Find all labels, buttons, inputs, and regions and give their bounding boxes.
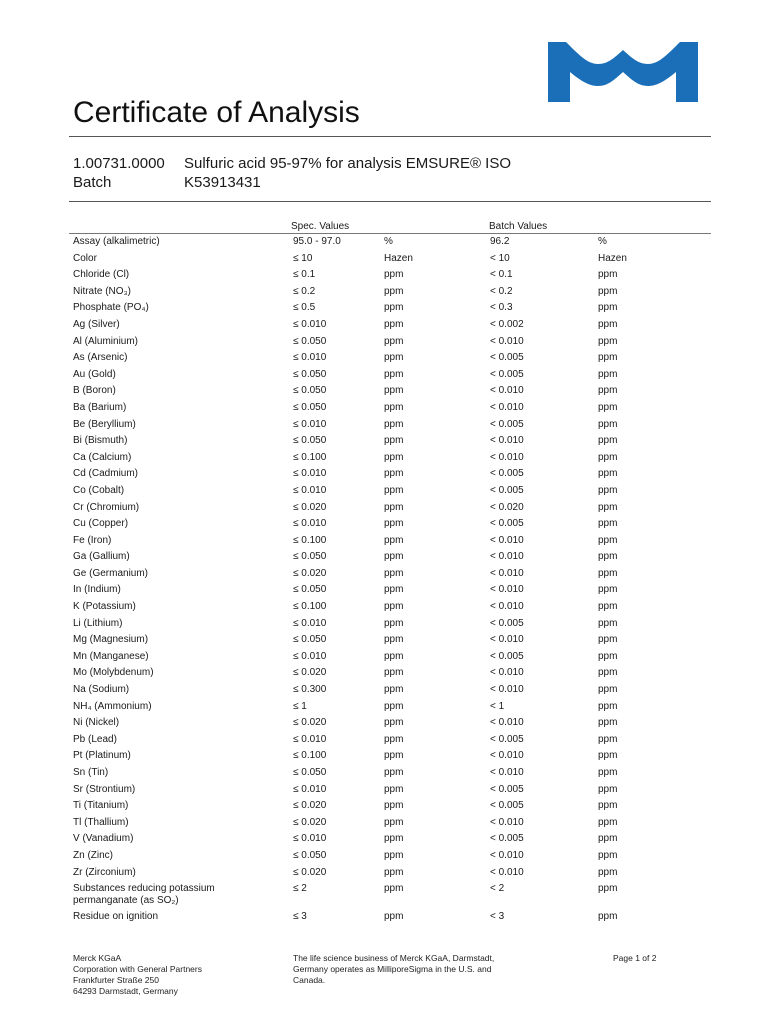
spec-unit: ppm <box>384 833 404 845</box>
spec-value: ≤ 0.010 <box>293 518 327 530</box>
spec-unit: ppm <box>384 368 404 380</box>
batch-unit: ppm <box>598 684 618 696</box>
table-row <box>73 910 713 927</box>
batch-value: < 0.020 <box>490 501 524 513</box>
batch-unit: ppm <box>598 501 618 513</box>
batch-value: < 0.010 <box>490 401 524 413</box>
parameter-name: Zn (Zinc) <box>73 849 113 861</box>
batch-value: < 0.3 <box>490 302 513 314</box>
spec-value: ≤ 10 <box>293 252 313 264</box>
parameter-name: As (Arsenic) <box>73 352 128 364</box>
parameter-name: Co (Cobalt) <box>73 484 125 496</box>
batch-value: < 0.010 <box>490 451 524 463</box>
spec-value: ≤ 0.010 <box>293 617 327 629</box>
column-header-batch: Batch Values <box>489 221 548 232</box>
parameter-name: Pb (Lead) <box>73 733 117 745</box>
spec-value: ≤ 0.010 <box>293 833 327 845</box>
spec-unit: ppm <box>384 302 404 314</box>
spec-value: ≤ 0.050 <box>293 335 327 347</box>
footer-line: 64293 Darmstadt, Germany <box>73 986 178 996</box>
spec-value: 95.0 - 97.0 <box>293 236 341 247</box>
table-row <box>73 501 713 518</box>
parameter-name: Phosphate (PO₄) <box>73 302 149 314</box>
table-row <box>73 766 713 783</box>
table-row <box>73 467 713 484</box>
parameter-name: Nitrate (NO₃) <box>73 285 131 297</box>
spec-unit: ppm <box>384 767 404 778</box>
parameter-name: Sr (Strontium) <box>73 783 136 795</box>
parameter-name: Sn (Tin) <box>73 767 109 778</box>
spec-unit: ppm <box>384 700 404 712</box>
batch-value: < 0.010 <box>490 435 524 447</box>
batch-value: < 0.005 <box>490 368 524 380</box>
parameter-name: K (Potassium) <box>73 601 136 613</box>
spec-unit: ppm <box>384 285 404 297</box>
table-row <box>73 401 713 418</box>
parameter-name: Color <box>73 252 97 264</box>
batch-value: < 0.010 <box>490 385 524 397</box>
batch-value: < 2 <box>490 883 505 895</box>
parameter-name: Substances reducing potassium permanganate (as SO₂) <box>73 883 215 907</box>
batch-value: < 0.010 <box>490 634 524 646</box>
batch-unit: ppm <box>598 750 618 762</box>
spec-unit: ppm <box>384 534 404 546</box>
batch-unit: ppm <box>598 368 618 380</box>
batch-unit: ppm <box>598 352 618 364</box>
table-row <box>73 849 713 866</box>
batch-unit: ppm <box>598 567 618 579</box>
batch-unit: ppm <box>598 816 618 828</box>
spec-value: ≤ 0.010 <box>293 733 327 745</box>
spec-value: ≤ 0.050 <box>293 401 327 413</box>
divider <box>69 201 711 202</box>
batch-unit: ppm <box>598 302 618 314</box>
spec-unit: ppm <box>384 733 404 745</box>
spec-unit: ppm <box>384 401 404 413</box>
table-row <box>73 816 713 833</box>
spec-value: ≤ 0.050 <box>293 435 327 447</box>
product-code: 1.00731.0000 <box>73 155 165 172</box>
parameter-name: Mo (Molybdenum) <box>73 667 154 679</box>
batch-value: < 0.010 <box>490 717 524 729</box>
parameter-name: Be (Beryllium) <box>73 418 136 430</box>
spec-value: ≤ 0.050 <box>293 385 327 397</box>
batch-unit: ppm <box>598 717 618 729</box>
batch-unit: ppm <box>598 833 618 845</box>
batch-value: < 0.005 <box>490 617 524 629</box>
footer-line: Frankfurter Straße 250 <box>73 975 159 985</box>
batch-value: < 0.010 <box>490 534 524 546</box>
parameter-name: Na (Sodium) <box>73 684 130 696</box>
batch-unit: ppm <box>598 911 618 923</box>
parameter-name: Ni (Nickel) <box>73 717 120 729</box>
batch-unit: ppm <box>598 767 618 778</box>
spec-unit: ppm <box>384 584 404 596</box>
spec-unit: ppm <box>384 385 404 397</box>
spec-value: ≤ 0.050 <box>293 634 327 646</box>
batch-value: < 0.010 <box>490 567 524 579</box>
batch-value: < 0.005 <box>490 418 524 430</box>
parameter-name: Au (Gold) <box>73 368 116 380</box>
spec-value: ≤ 0.020 <box>293 866 327 878</box>
parameter-name: Zr (Zirconium) <box>73 866 136 878</box>
spec-value: ≤ 0.050 <box>293 368 327 380</box>
spec-value: ≤ 0.050 <box>293 584 327 596</box>
batch-unit: ppm <box>598 451 618 463</box>
table-row <box>73 268 713 285</box>
batch-unit: ppm <box>598 667 618 679</box>
batch-unit: ppm <box>598 468 618 480</box>
table-row <box>73 534 713 551</box>
table-row <box>73 418 713 435</box>
spec-unit: ppm <box>384 318 404 330</box>
spec-value: ≤ 0.050 <box>293 767 327 778</box>
table-row <box>73 617 713 634</box>
footer-line: Canada. <box>293 975 326 985</box>
spec-unit: ppm <box>384 783 404 795</box>
table-row <box>73 517 713 534</box>
batch-unit: ppm <box>598 650 618 662</box>
batch-unit: ppm <box>598 783 618 795</box>
batch-value: < 0.010 <box>490 667 524 679</box>
spec-value: ≤ 0.100 <box>293 451 327 463</box>
batch-value: < 0.010 <box>490 750 524 762</box>
footer-note <box>293 953 533 986</box>
spec-unit: ppm <box>384 717 404 729</box>
merck-logo <box>548 36 698 104</box>
table-row <box>73 783 713 800</box>
spec-value: ≤ 0.5 <box>293 302 316 314</box>
batch-value: < 0.010 <box>490 584 524 596</box>
spec-unit: % <box>384 236 393 247</box>
spec-unit: ppm <box>384 601 404 613</box>
batch-unit: % <box>598 236 607 247</box>
parameter-name: Ba (Barium) <box>73 401 127 413</box>
batch-value: < 0.010 <box>490 601 524 613</box>
spec-value: ≤ 0.050 <box>293 849 327 861</box>
batch-unit: ppm <box>598 484 618 496</box>
spec-value: ≤ 0.300 <box>293 684 327 696</box>
results-table <box>73 235 713 927</box>
table-row <box>73 683 713 700</box>
table-row <box>73 832 713 849</box>
batch-unit: ppm <box>598 418 618 430</box>
parameter-name: Pt (Platinum) <box>73 750 131 762</box>
spec-value: ≤ 0.1 <box>293 269 316 281</box>
spec-unit: ppm <box>384 418 404 430</box>
table-row <box>73 301 713 318</box>
spec-unit: ppm <box>384 911 404 923</box>
spec-value: ≤ 0.010 <box>293 484 327 496</box>
batch-value: < 0.005 <box>490 783 524 795</box>
batch-value: < 0.2 <box>490 285 513 297</box>
parameter-name: V (Vanadium) <box>73 833 134 845</box>
page-title: Certificate of Analysis <box>73 96 360 129</box>
parameter-name: Cd (Cadmium) <box>73 468 139 480</box>
spec-unit: ppm <box>384 816 404 828</box>
parameter-name: Tl (Thallium) <box>73 816 129 828</box>
table-row <box>73 318 713 335</box>
parameter-name: In (Indium) <box>73 584 121 596</box>
spec-unit: ppm <box>384 800 404 812</box>
spec-unit: ppm <box>384 501 404 513</box>
spec-value: ≤ 0.010 <box>293 650 327 662</box>
spec-value: ≤ 0.010 <box>293 783 327 795</box>
spec-unit: ppm <box>384 617 404 629</box>
page-number: Page 1 of 2 <box>613 953 657 963</box>
divider <box>69 136 711 137</box>
spec-value: ≤ 0.020 <box>293 717 327 729</box>
batch-unit: ppm <box>598 733 618 745</box>
table-row <box>73 733 713 750</box>
parameter-name: Assay (alkalimetric) <box>73 236 160 247</box>
batch-unit: ppm <box>598 551 618 563</box>
table-row <box>73 235 713 252</box>
batch-value: < 0.005 <box>490 484 524 496</box>
spec-unit: ppm <box>384 551 404 563</box>
spec-unit: ppm <box>384 567 404 579</box>
batch-unit: ppm <box>598 617 618 629</box>
batch-unit: ppm <box>598 883 618 895</box>
batch-value: < 0.005 <box>490 352 524 364</box>
spec-value: ≤ 0.010 <box>293 318 327 330</box>
table-header-rule <box>69 233 711 234</box>
batch-value: < 1 <box>490 700 505 712</box>
parameter-name: Ge (Germanium) <box>73 567 149 579</box>
batch-unit: ppm <box>598 518 618 530</box>
batch-unit: ppm <box>598 385 618 397</box>
spec-unit: ppm <box>384 650 404 662</box>
spec-value: ≤ 0.020 <box>293 800 327 812</box>
table-row <box>73 716 713 733</box>
batch-label: Batch <box>73 174 112 191</box>
parameter-name: Residue on ignition <box>73 911 159 923</box>
batch-unit: ppm <box>598 534 618 546</box>
spec-unit: ppm <box>384 435 404 447</box>
batch-value: < 0.010 <box>490 767 524 778</box>
batch-value: < 3 <box>490 911 505 923</box>
parameter-name: B (Boron) <box>73 385 116 397</box>
table-row <box>73 866 713 883</box>
table-row <box>73 882 713 910</box>
parameter-name: Li (Lithium) <box>73 617 123 629</box>
spec-unit: ppm <box>384 750 404 762</box>
spec-unit: ppm <box>384 269 404 281</box>
table-row <box>73 799 713 816</box>
footer-company <box>73 953 273 997</box>
spec-value: ≤ 1 <box>293 700 307 712</box>
batch-unit: ppm <box>598 634 618 646</box>
parameter-name: Al (Aluminium) <box>73 335 139 347</box>
table-row <box>73 434 713 451</box>
spec-value: ≤ 0.010 <box>293 468 327 480</box>
batch-value: < 0.010 <box>490 816 524 828</box>
batch-unit: ppm <box>598 700 618 712</box>
batch-value: < 0.005 <box>490 518 524 530</box>
batch-value: < 0.005 <box>490 733 524 745</box>
batch-unit: Hazen <box>598 252 627 264</box>
batch-value: < 0.005 <box>490 800 524 812</box>
spec-unit: ppm <box>384 684 404 696</box>
batch-value: < 10 <box>490 252 510 264</box>
footer-line: Germany operates as MilliporeSigma in the U.S. and <box>293 964 492 974</box>
parameter-name: Ga (Gallium) <box>73 551 130 563</box>
batch-value: < 0.005 <box>490 833 524 845</box>
batch-value: < 0.010 <box>490 866 524 878</box>
batch-unit: ppm <box>598 401 618 413</box>
batch-unit: ppm <box>598 269 618 281</box>
spec-value: ≤ 0.010 <box>293 352 327 364</box>
table-row <box>73 252 713 269</box>
parameter-name: Chloride (Cl) <box>73 269 130 281</box>
footer-line: The life science business of Merck KGaA, Darmstadt, <box>293 953 495 963</box>
table-row <box>73 351 713 368</box>
batch-value: < 0.010 <box>490 335 524 347</box>
spec-value: ≤ 0.050 <box>293 551 327 563</box>
parameter-name: Mn (Manganese) <box>73 650 149 662</box>
spec-value: ≤ 3 <box>293 911 307 923</box>
spec-value: ≤ 0.020 <box>293 667 327 679</box>
spec-value: ≤ 0.100 <box>293 534 327 546</box>
parameter-name: Mg (Magnesium) <box>73 634 149 646</box>
batch-unit: ppm <box>598 849 618 861</box>
parameter-name: Ti (Titanium) <box>73 800 129 812</box>
table-row <box>73 633 713 650</box>
batch-unit: ppm <box>598 285 618 297</box>
parameter-name: NH₄ (Ammonium) <box>73 700 152 712</box>
batch-value: < 0.005 <box>490 650 524 662</box>
table-row <box>73 384 713 401</box>
batch-value: < 0.010 <box>490 849 524 861</box>
parameter-name: Bi (Bismuth) <box>73 435 128 447</box>
table-row <box>73 567 713 584</box>
spec-unit: ppm <box>384 468 404 480</box>
batch-unit: ppm <box>598 601 618 613</box>
batch-unit: ppm <box>598 866 618 878</box>
table-row <box>73 666 713 683</box>
spec-value: ≤ 0.100 <box>293 601 327 613</box>
spec-value: ≤ 0.020 <box>293 501 327 513</box>
table-row <box>73 550 713 567</box>
product-name: Sulfuric acid 95-97% for analysis EMSURE® ISO <box>184 155 512 172</box>
spec-unit: ppm <box>384 352 404 364</box>
table-row <box>73 700 713 717</box>
batch-value: < 0.005 <box>490 468 524 480</box>
table-row <box>73 451 713 468</box>
footer-line: Merck KGaA <box>73 953 122 963</box>
footer-line: Corporation with General Partners <box>73 964 202 974</box>
parameter-name: Fe (Iron) <box>73 534 112 546</box>
spec-value: ≤ 0.020 <box>293 567 327 579</box>
parameter-name: Ca (Calcium) <box>73 451 132 463</box>
column-header-spec: Spec. Values <box>291 221 350 232</box>
table-row <box>73 368 713 385</box>
batch-unit: ppm <box>598 584 618 596</box>
spec-unit: ppm <box>384 634 404 646</box>
batch-value: < 0.010 <box>490 684 524 696</box>
spec-value: ≤ 0.100 <box>293 750 327 762</box>
spec-value: ≤ 0.010 <box>293 418 327 430</box>
spec-unit: ppm <box>384 518 404 530</box>
spec-unit: ppm <box>384 451 404 463</box>
table-row <box>73 749 713 766</box>
parameter-name: Ag (Silver) <box>73 318 120 330</box>
batch-value: 96.2 <box>490 236 510 247</box>
table-row <box>73 335 713 352</box>
batch-number: K53913431 <box>184 174 261 191</box>
spec-value: ≤ 2 <box>293 883 307 895</box>
table-row <box>73 285 713 302</box>
table-row <box>73 650 713 667</box>
batch-unit: ppm <box>598 318 618 330</box>
spec-value: ≤ 0.020 <box>293 816 327 828</box>
batch-value: < 0.1 <box>490 269 513 281</box>
spec-unit: Hazen <box>384 252 413 264</box>
table-row <box>73 484 713 501</box>
batch-unit: ppm <box>598 435 618 447</box>
table-row <box>73 600 713 617</box>
batch-unit: ppm <box>598 800 618 812</box>
spec-unit: ppm <box>384 866 404 878</box>
batch-unit: ppm <box>598 335 618 347</box>
parameter-name: Cu (Copper) <box>73 518 129 530</box>
spec-unit: ppm <box>384 484 404 496</box>
spec-unit: ppm <box>384 849 404 861</box>
batch-value: < 0.002 <box>490 318 524 330</box>
table-row <box>73 583 713 600</box>
batch-value: < 0.010 <box>490 551 524 563</box>
spec-value: ≤ 0.2 <box>293 285 316 297</box>
spec-unit: ppm <box>384 335 404 347</box>
spec-unit: ppm <box>384 883 404 895</box>
spec-unit: ppm <box>384 667 404 679</box>
parameter-name: Cr (Chromium) <box>73 501 140 513</box>
